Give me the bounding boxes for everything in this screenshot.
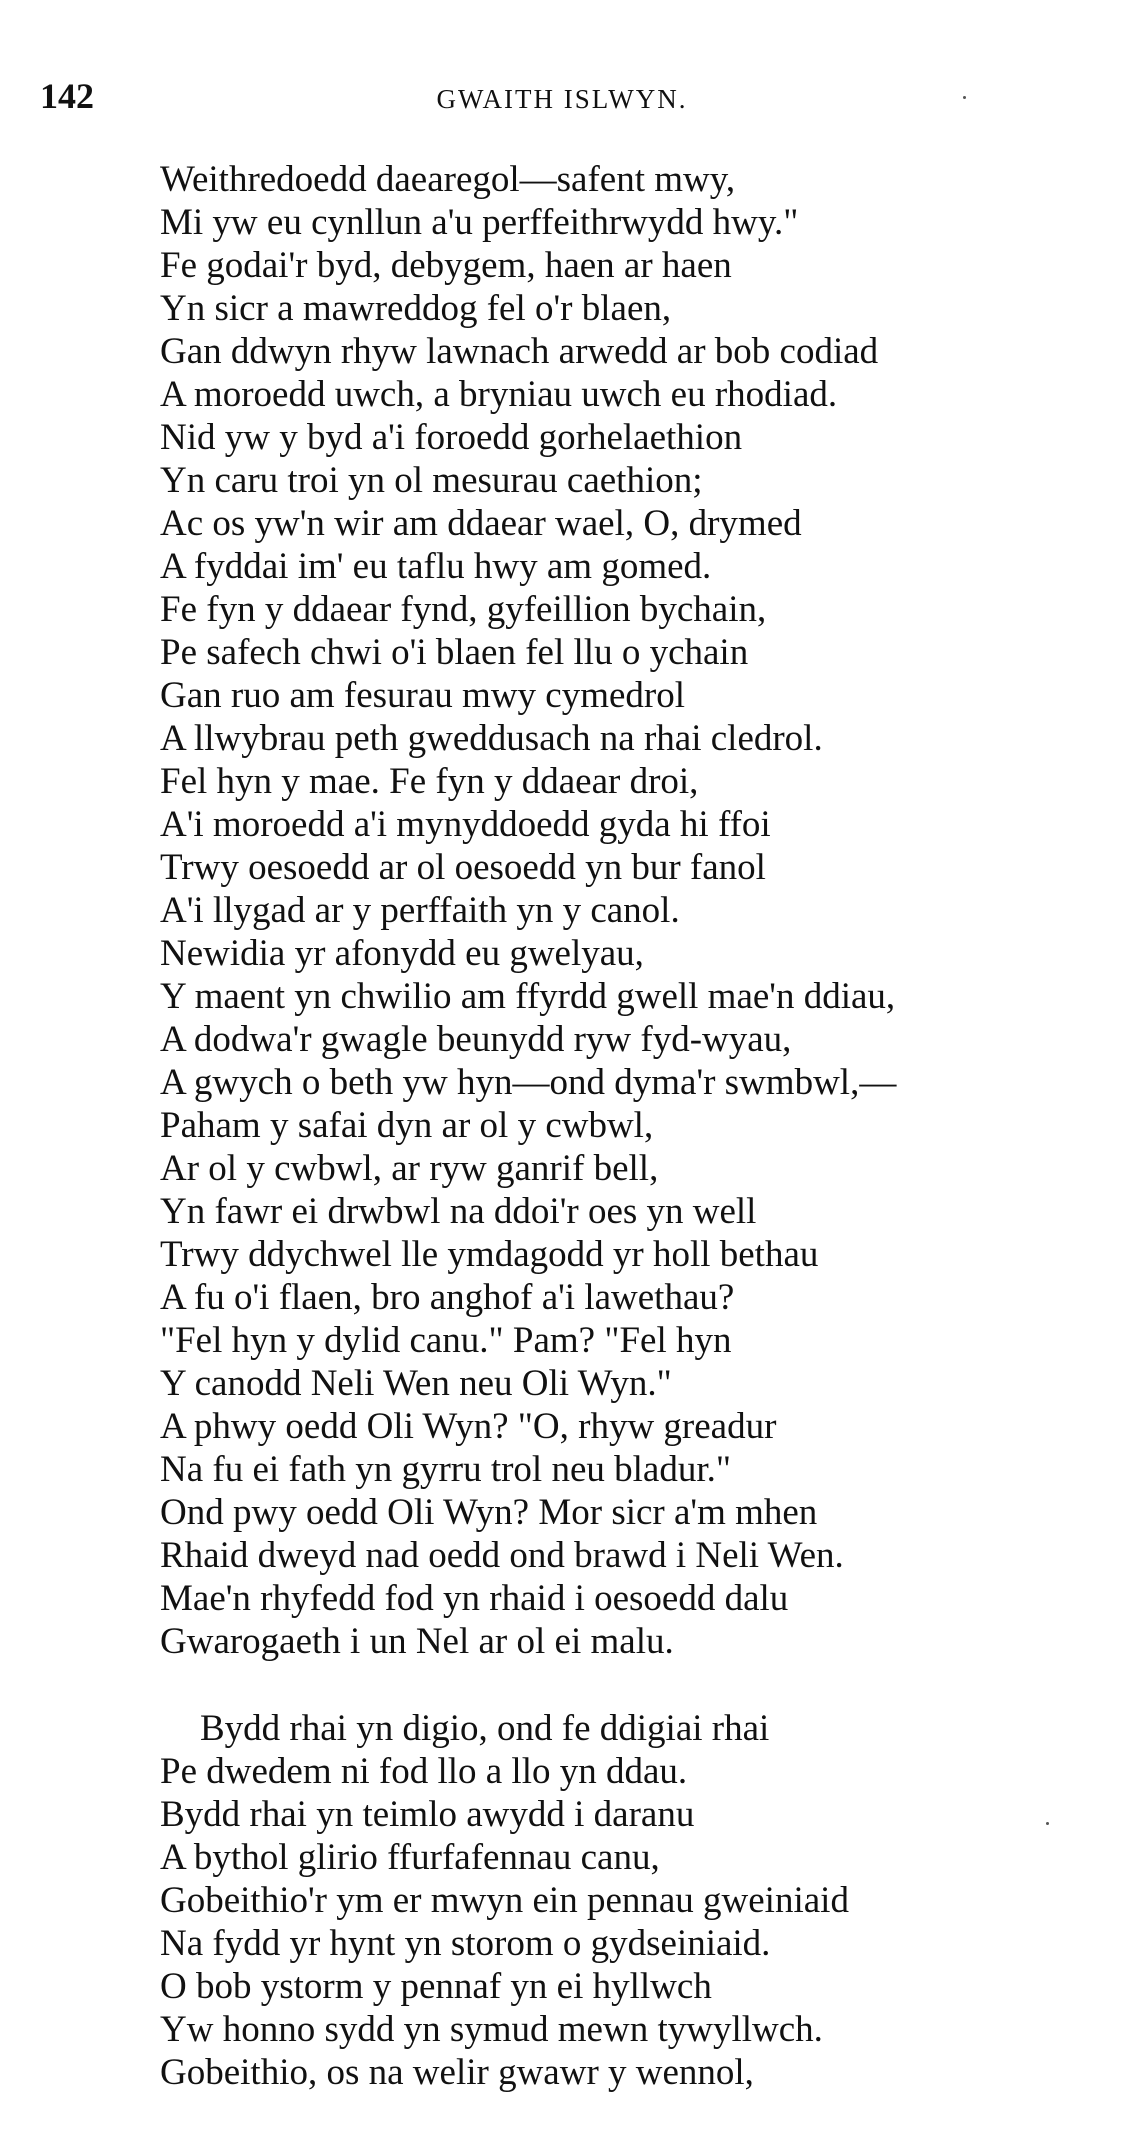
poem-line: Ar ol y cwbwl, ar ryw ganrif bell, xyxy=(160,1148,659,1189)
poem-line: Newidia yr afonydd eu gwelyau, xyxy=(160,933,644,974)
poem-line: Pe dwedem ni fod llo a llo yn ddau. xyxy=(160,1751,688,1792)
poem-line: A bythol glirio ffurfafennau canu, xyxy=(160,1837,660,1878)
poem-line: Gan ruo am fesurau mwy cymedrol xyxy=(160,675,686,716)
poem-line: Ond pwy oedd Oli Wyn? Mor sicr a'm mhen xyxy=(160,1492,818,1533)
poem-line: Gobeithio, os na welir gwawr y wennol, xyxy=(160,2052,754,2093)
poem-line: Ac os yw'n wir am ddaear wael, O, drymed xyxy=(160,503,802,544)
poem-line: Yw honno sydd yn symud mewn tywyllwch. xyxy=(160,2009,823,2050)
poem-line: Gwarogaeth i un Nel ar ol ei malu. xyxy=(160,1621,674,1662)
poem-line: Trwy oesoedd ar ol oesoedd yn bur fanol xyxy=(160,847,766,888)
poem-line: Fel hyn y mae. Fe fyn y ddaear droi, xyxy=(160,761,699,802)
poem-line: "Fel hyn y dylid canu." Pam? "Fel hyn xyxy=(160,1320,732,1361)
running-title: GWAITH ISLWYN. xyxy=(436,84,688,114)
poem-line: A gwych o beth yw hyn—ond dyma'r swmbwl,— xyxy=(160,1062,897,1103)
poem-line: A'i llygad ar y perffaith yn y canol. xyxy=(160,890,680,931)
poem-line: Mae'n rhyfedd fod yn rhaid i oesoedd dalu xyxy=(160,1578,789,1619)
poem-line: Trwy ddychwel lle ymdagodd yr holl bethau xyxy=(160,1234,819,1275)
poem-line: A'i moroedd a'i mynyddoedd gyda hi ffoi xyxy=(160,804,771,845)
stanza xyxy=(160,158,1110,1663)
poem-line: O bob ystorm y pennaf yn ei hyllwch xyxy=(160,1966,712,2007)
poem-line: Y maent yn chwilio am ffyrdd gwell mae'n ddiau, xyxy=(160,976,896,1017)
poem-line: Y canodd Neli Wen neu Oli Wyn." xyxy=(160,1363,672,1404)
stanza xyxy=(160,1707,1110,2094)
poem-line: Bydd rhai yn teimlo awydd i daranu xyxy=(160,1794,695,1835)
poem-line: Weithredoedd daearegol—safent mwy, xyxy=(160,159,736,200)
poem-line: A moroedd uwch, a bryniau uwch eu rhodiad. xyxy=(160,374,838,415)
poem-line: Gobeithio'r ym er mwyn ein pennau gweiniaid xyxy=(160,1880,849,1921)
poem-line: A fyddai im' eu taflu hwy am gomed. xyxy=(160,546,712,587)
poem-line: Yn sicr a mawreddog fel o'r blaen, xyxy=(160,288,672,329)
poem-line: Bydd rhai yn digio, ond fe ddigiai rhai xyxy=(200,1708,770,1749)
print-speck xyxy=(963,96,966,99)
poem-line: A dodwa'r gwagle beunydd ryw fyd-wyau, xyxy=(160,1019,792,1060)
poem-line: Na fu ei fath yn gyrru trol neu bladur." xyxy=(160,1449,731,1490)
poem-line: A llwybrau peth gweddusach na rhai cledrol. xyxy=(160,718,823,759)
page-number: 142 xyxy=(40,76,94,116)
poem-line: Paham y safai dyn ar ol y cwbwl, xyxy=(160,1105,654,1146)
poem-line: Nid yw y byd a'i foroedd gorhelaethion xyxy=(160,417,743,458)
poem-line: Yn caru troi yn ol mesurau caethion; xyxy=(160,460,703,501)
poem-line: Fe fyn y ddaear fynd, gyfeillion bychain, xyxy=(160,589,767,630)
poem-line: Fe godai'r byd, debygem, haen ar haen xyxy=(160,245,732,286)
poem-body xyxy=(160,158,1110,2094)
poem-line: Yn fawr ei drwbwl na ddoi'r oes yn well xyxy=(160,1191,757,1232)
poem-line: A fu o'i flaen, bro anghof a'i lawethau? xyxy=(160,1277,735,1318)
poem-line: Pe safech chwi o'i blaen fel llu o ychain xyxy=(160,632,749,673)
poem-line: Rhaid dweyd nad oedd ond brawd i Neli Wen. xyxy=(160,1535,844,1576)
poem-line: Mi yw eu cynllun a'u perffeithrwydd hwy." xyxy=(160,202,799,243)
poem-line: Na fydd yr hynt yn storom o gydseiniaid. xyxy=(160,1923,771,1964)
poem-line: Gan ddwyn rhyw lawnach arwedd ar bob codiad xyxy=(160,331,879,372)
poem-line: A phwy oedd Oli Wyn? "O, rhyw greadur xyxy=(160,1406,777,1447)
